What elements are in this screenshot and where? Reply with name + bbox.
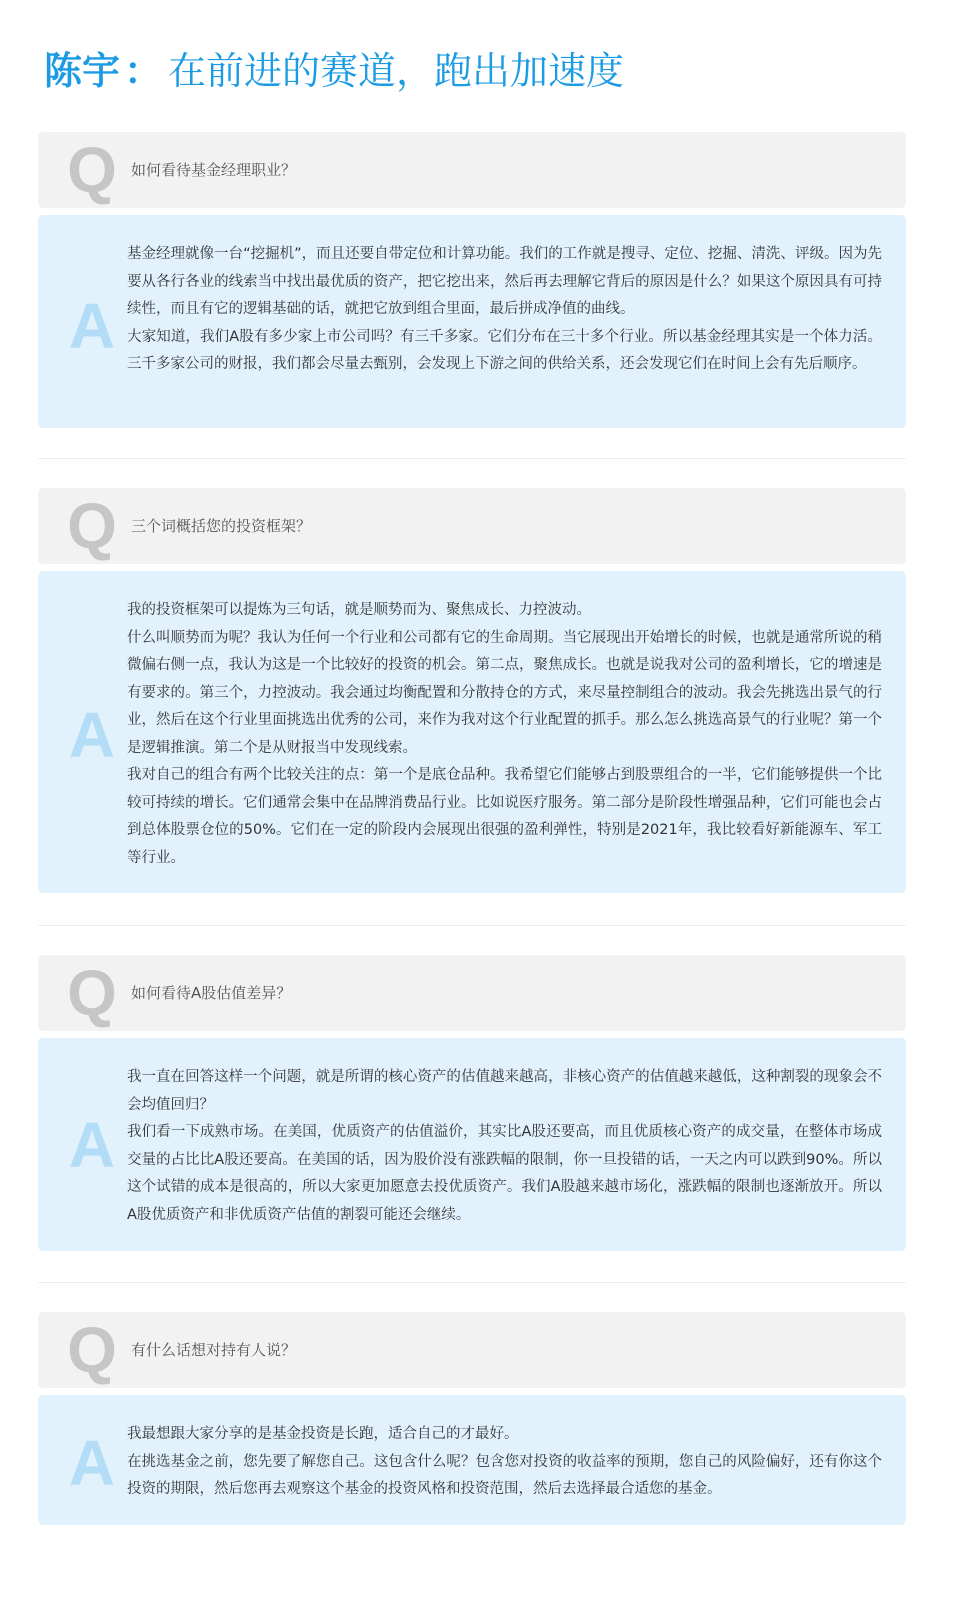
q-letter-icon: Q	[67, 957, 117, 1029]
answer-box-4	[38, 1395, 906, 1525]
question-box-3	[38, 955, 906, 1031]
a-letter-icon: A	[68, 1109, 116, 1181]
answer-box-1	[38, 215, 906, 428]
page-title	[44, 46, 624, 96]
q-letter-icon: Q	[67, 1314, 117, 1386]
section-divider	[38, 1282, 906, 1283]
answer-text-1	[127, 241, 882, 379]
answer-paragraph: 基金经理就像一台“挖掘机”，而且还要自带定位和计算功能。我们的工作就是搜寻、定位、挖掘、清洗、评级。因为先要从各行各业的线索当中找出最优质的资产，把它挖出来，然后再去理解它背后的原因是什么？如果这个原因具有可持续性，而且有它的逻辑基础的话，就把它放到组合里面，最后拼成净值的曲线。	[127, 246, 882, 317]
section-divider	[38, 925, 906, 926]
title-separator: ：	[124, 49, 163, 93]
question-text-2: 三个词概括您的投资框架？	[131, 517, 312, 535]
question-text-4: 有什么话想对持有人说？	[131, 1341, 297, 1359]
answer-paragraph: 我对自己的组合有两个比较关注的点：第一个是底仓品种。我希望它们能够占到股票组合的一半，它们能够提供一个比较可持续的增长。它们通常会集中在品牌消费品行业。比如说医疗服务。第二部分是阶段性增强品种，它们可能也会占到总体股票仓位的50%。它们在一定的阶段内会展现出很强的盈利弹性，特别是2021年，我比较看好新能源车、军工等行业。	[127, 767, 882, 866]
answer-paragraph: 我们看一下成熟市场。在美国，优质资产的估值溢价，其实比A股还要高，而且优质核心资产的成交量，在整体市场成交量的占比比A股还要高。在美国的话，因为股价没有涨跌幅的限制，你一旦投错的话，一天之内可以跌到90%。所以这个试错的成本是很高的，所以大家更加愿意去投优质资产。我们A股越来越市场化，涨跌幅的限制也逐渐放开。所以A股优质资产和非优质资产估值的割裂可能还会继续。	[127, 1124, 882, 1223]
question-box-2	[38, 488, 906, 564]
answer-paragraph: 我最想跟大家分享的是基金投资是长跑，适合自己的才最好。	[127, 1426, 519, 1442]
a-letter-icon: A	[68, 699, 116, 771]
q-letter-icon: Q	[67, 134, 117, 206]
a-letter-icon: A	[68, 290, 116, 362]
a-letter-icon: A	[68, 1427, 116, 1499]
answer-paragraph: 什么叫顺势而为呢？我认为任何一个行业和公司都有它的生命周期。当它展现出开始增长的时候，也就是通常所说的稍微偏右侧一点，我认为这是一个比较好的投资的机会。第二点，聚焦成长。也就是说我对公司的盈利增长，它的增速是有要求的。第三个，力控波动。我会通过均衡配置和分散持仓的方式，来尽量控制组合的波动。我会先挑选出景气的行业，然后在这个行业里面挑选出优秀的公司，来作为我对这个行业配置的抓手。那么怎么挑选高景气的行业呢？第一个是逻辑推演。第二个是从财报当中发现线索。	[127, 629, 882, 756]
answer-paragraph: 在挑选基金之前，您先要了解您自己。这包含什么呢？包含您对投资的收益率的预期，您自己的风险偏好，还有你这个投资的期限，然后您再去观察这个基金的投资风格和投资范围，然后去选择最合适您的基金。	[127, 1453, 882, 1497]
answer-paragraph: 大家知道，我们A股有多少家上市公司吗？有三千多家。它们分布在三十多个行业。所以基金经理其实是一个体力活。三千多家公司的财报，我们都会尽量去甄别，会发现上下游之间的供给关系，还会发现它们在时间上会有先后顺序。	[127, 328, 882, 372]
answer-paragraph: 我一直在回答这样一个问题，就是所谓的核心资产的估值越来越高，非核心资产的估值越来越低，这种割裂的现象会不会均值回归？	[127, 1069, 882, 1113]
question-text-3: 如何看待A股估值差异？	[131, 984, 292, 1002]
question-text-1: 如何看待基金经理职业？	[131, 161, 297, 179]
answer-paragraph: 我的投资框架可以提炼为三句话，就是顺势而为、聚焦成长、力控波动。	[127, 602, 591, 618]
section-divider	[38, 458, 906, 459]
answer-box-2	[38, 571, 906, 893]
answer-text-2	[127, 597, 882, 872]
answer-box-3	[38, 1038, 906, 1251]
answer-text-3	[127, 1064, 882, 1229]
q-letter-icon: Q	[67, 490, 117, 562]
title-subtitle: 在前进的赛道，跑出加速度	[168, 49, 625, 93]
question-box-1	[38, 132, 906, 208]
title-name: 陈宇	[44, 49, 121, 93]
question-box-4	[38, 1312, 906, 1388]
answer-text-4	[127, 1421, 882, 1504]
